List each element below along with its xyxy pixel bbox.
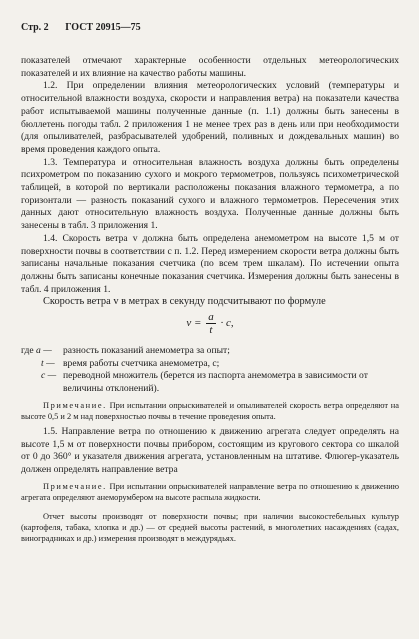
note-1 <box>21 400 399 422</box>
paragraph-1-5: 1.5. Направление ветра по отношению к движению агрегата следует определять на высоте 1,5 м от поверхности почвы прибором, состоящим из кругового сектора со шкалой от 0 до 360° и указателя движения агрегата, установленным на штативе. Флюгер-указатель должен определять направление ветра <box>21 425 399 475</box>
note-label: Примечание. <box>43 400 107 410</box>
definition-intro <box>21 345 63 358</box>
formula-definitions <box>21 345 399 396</box>
definition-text: разность показаний анемометра за опыт; <box>63 345 230 357</box>
wind-speed-formula <box>21 311 399 341</box>
formula-numerator: a <box>208 311 214 324</box>
definition-row <box>21 370 399 395</box>
page-header <box>21 22 399 33</box>
formula-lhs: v = <box>186 317 202 330</box>
definition-symbol: c — <box>41 370 57 382</box>
paragraph-1-3: 1.3. Температура и относительная влажность воздуха должны быть определены психрометром по показанию сухого и мокрого термометров, пользуясь психометрической таблицей, в которой по вертикали расположены показания влажного термометра, а по горизонтали — разность показаний сухого и влажного термометров. Пересечения этих данных дают относительную влажность воздуха. Полученные данные должны быть занесены в табл. 3 приложения 1. <box>21 156 399 232</box>
definition-row <box>21 345 399 358</box>
formula-fraction <box>206 311 216 336</box>
note-label: Примечание. <box>43 481 107 491</box>
note-text: При испытании опрыскивателей и опыливателей скорость ветра определяют на высоте 0,5 и 2 м над поверхностью почвы в течение проведения опыта. <box>21 400 399 421</box>
definition-text: переводной множитель (берется из паспорта анемометра в зависимости от величины отклонений). <box>63 370 368 395</box>
note-text: При испытании опрыскивателей направление ветра по отношению к движению агрегата определяют анеморумбером на высоте распыла жидкости. <box>21 481 399 502</box>
where-word: где <box>21 345 34 357</box>
page-number: Стр. 2 <box>21 22 49 33</box>
formula-denominator: t <box>209 324 213 337</box>
definition-symbol-cell <box>21 370 63 395</box>
paragraph-1-2: 1.2. При определении влияния метеорологических условий (температуры и относительной влажности воздуха, скорости и направления ветра) на показатели качества работ испытываемой машины полученные данные (п. 1.1) должны быть занесены в бюллетень погоды табл. 2 приложения 1 не менее трех раз в день или при необходимости (для опыливателей, разбрасывателей удобрений, поливных и дождевальных машин) во время проведения каждого опыта. <box>21 80 399 155</box>
measurement-height-note: Отчет высоты производят от поверхности почвы; при наличии высокостебельных культур (картофеля, табака, хлопка и др.) — от средней высоты растений, в многолетних насаждениях (садах, виноградниках и др.) измерения производят в междурядьях. <box>21 511 399 543</box>
definition-text: время работы счетчика анемометра, с; <box>63 357 220 369</box>
paragraph-continuation: показателей отмечают характерные особенности отдельных метеорологических показателей и их влияние на качество работы машины. <box>21 55 399 79</box>
definition-symbol: t — <box>41 357 55 369</box>
note-2 <box>21 481 399 503</box>
definition-symbol-cell <box>21 358 63 371</box>
formula-rhs: · c, <box>220 317 234 330</box>
paragraph-1-4: 1.4. Скорость ветра v должна быть определена анемометром на высоте 1,5 м от поверхности почвы в соответствии с п. 1.2. Перед измерением скорости ветра должны быть записаны начальные показания счетчика (по всем трем шкалам). По истечении опыта должны быть записаны конечные показания счетчика. Измерения должны быть занесены в табл. 4 приложения 1. <box>21 232 399 295</box>
definition-row <box>21 358 399 371</box>
standard-code: ГОСТ 20915—75 <box>65 22 141 33</box>
formula-intro: Скорость ветра v в метрах в секунду подсчитывают по формуле <box>43 296 326 308</box>
definition-symbol: a — <box>36 345 52 357</box>
